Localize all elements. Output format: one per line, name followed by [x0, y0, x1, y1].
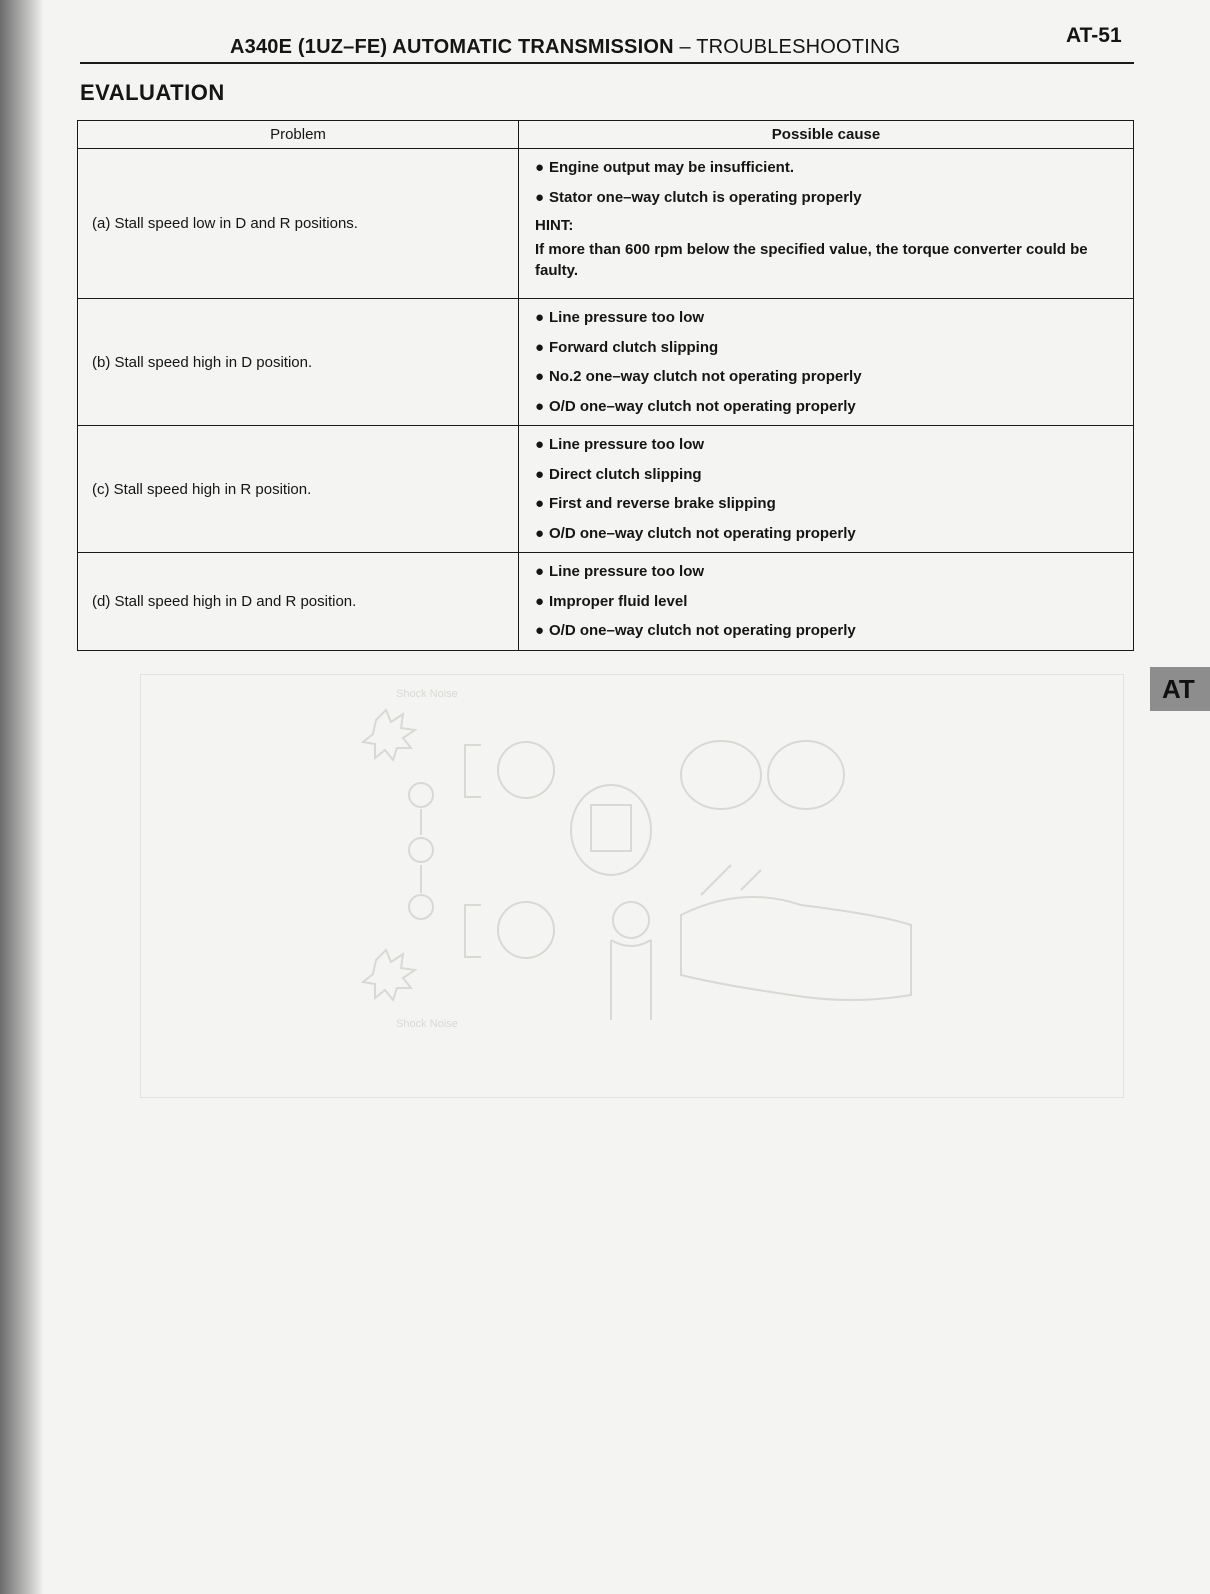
cause-text: Stator one–way clutch is operating properly [549, 188, 862, 206]
problem-cell: (d) Stall speed high in D and R position. [78, 553, 519, 651]
cause-item [535, 362, 1125, 392]
header-problem: Problem [78, 121, 519, 149]
cause-cell [519, 553, 1134, 651]
table-row [78, 553, 1134, 651]
bullet-icon: ● [535, 465, 545, 483]
cause-item [535, 460, 1125, 490]
bullet-icon: ● [535, 592, 545, 610]
figure-label-top: Shock Noise [396, 688, 458, 700]
figure-label-bottom: Shock Noise [396, 1018, 458, 1030]
header-title-separator: – [673, 36, 697, 58]
cause-item [535, 587, 1125, 617]
stopwatch-icon [498, 742, 554, 798]
cause-text: O/D one–way clutch not operating properly [549, 397, 856, 415]
bullet-icon: ● [535, 622, 545, 639]
problem-cell: (c) Stall speed high in R position. [78, 426, 519, 553]
problem-cell: (a) Stall speed low in D and R positions. [78, 149, 519, 299]
cause-text: Forward clutch slipping [549, 338, 719, 356]
steering-wheel-area [681, 897, 911, 1000]
book-spine-shadow [0, 0, 44, 1594]
person-figure [611, 902, 651, 1020]
gear-r-circle [409, 895, 433, 919]
bullet-icon: ● [535, 495, 545, 512]
section-side-tab [1150, 667, 1210, 711]
table-row [78, 299, 1134, 426]
section-title: EVALUATION [80, 80, 225, 105]
header-rule [80, 62, 1134, 64]
problem-cell: (b) Stall speed high in D position. [78, 299, 519, 426]
bullet-icon: ● [535, 368, 545, 385]
cause-text: Line pressure too low [549, 309, 705, 326]
gear-n-circle [409, 783, 433, 807]
cause-text: Engine output may be insufficient. [549, 159, 795, 176]
cause-cell [519, 426, 1134, 553]
side-tab-label: AT [1162, 674, 1195, 704]
cause-item [535, 303, 1125, 333]
cause-text: O/D one–way clutch not operating properly [549, 622, 856, 639]
cause-item [535, 519, 1125, 549]
speech-balloon [768, 741, 844, 809]
speech-balloon [681, 741, 761, 809]
cause-text: O/D one–way clutch not operating properly [549, 524, 856, 542]
bullet-icon: ● [535, 188, 545, 206]
table-row [78, 149, 1134, 299]
cause-text: Line pressure too low [549, 563, 705, 580]
bullet-icon: ● [535, 159, 545, 176]
cause-item [535, 557, 1125, 587]
cause-text: Improper fluid level [549, 592, 688, 610]
faded-illustration-drawing [141, 675, 1123, 1097]
cause-text: No.2 one–way clutch not operating properly [549, 368, 862, 385]
header-title-section: TROUBLESHOOTING [696, 36, 901, 58]
bullet-icon: ● [535, 309, 545, 326]
cause-item [535, 333, 1125, 363]
hint-label: HINT: [535, 217, 574, 234]
bullet-icon: ● [535, 563, 545, 580]
table-header-row [78, 121, 1134, 149]
shock-burst-icon [363, 710, 415, 760]
header-possible-cause: Possible cause [519, 121, 1134, 149]
gear-d-circle [409, 838, 433, 862]
bullet-icon: ● [535, 338, 545, 356]
bleed-through-illustration [140, 674, 1124, 1098]
cause-item [535, 489, 1125, 519]
cause-text: First and reverse brake slipping [549, 495, 776, 512]
cause-item [535, 153, 1125, 183]
cause-item [535, 183, 1125, 213]
evaluation-table [77, 120, 1134, 651]
cause-item [535, 616, 1125, 646]
speech-balloon [571, 785, 651, 875]
cause-cell [519, 299, 1134, 426]
cause-cell [519, 149, 1134, 299]
hint-text: If more than 600 rpm below the specified value, the torque converter could be faulty. [535, 241, 1088, 279]
cause-text: Direct clutch slipping [549, 465, 702, 483]
bullet-icon: ● [535, 524, 545, 542]
cause-text: Line pressure too low [549, 436, 705, 453]
cause-item [535, 430, 1125, 460]
bullet-icon: ● [535, 397, 545, 415]
bullet-icon: ● [535, 436, 545, 453]
page-number: AT-51 [1066, 24, 1122, 47]
cause-item [535, 392, 1125, 422]
header-title-main: A340E (1UZ–FE) AUTOMATIC TRANSMISSION [230, 36, 674, 58]
table-row [78, 426, 1134, 553]
page-header-title [230, 36, 900, 59]
stopwatch-icon [498, 902, 554, 958]
shock-burst-icon [363, 950, 415, 1000]
